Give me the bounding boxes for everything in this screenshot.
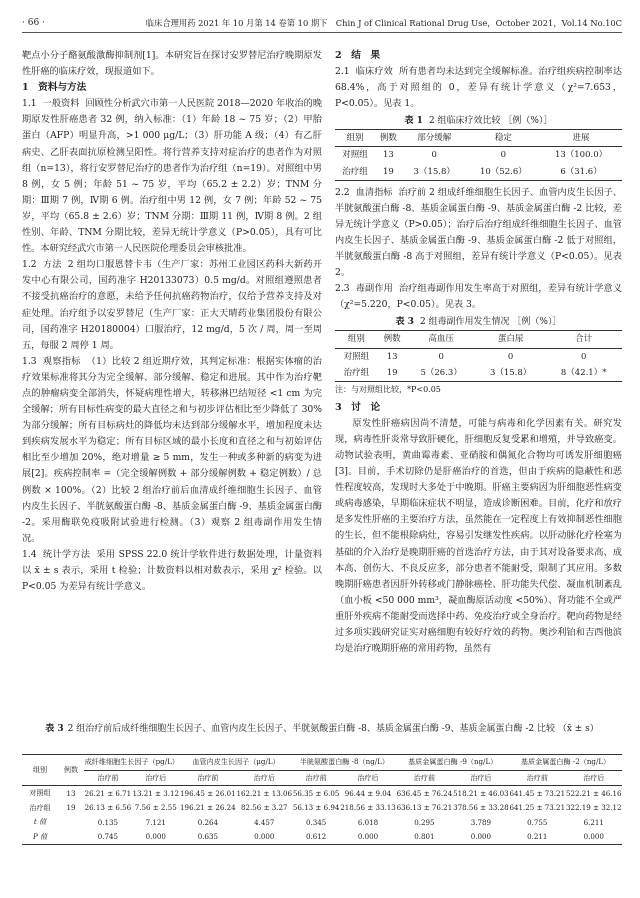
table-header-cell: 高血压 [406, 331, 475, 348]
table-cell: 6（31.6） [540, 164, 622, 181]
table-cell: 0.635 [180, 830, 236, 845]
subsection-label: 2.3 [335, 283, 350, 295]
table-header-cell: 基质金属蛋白酶 -2（ng/L） [509, 755, 622, 771]
discussion-paragraph: 原发性肝癌病因尚不清楚，可能与病毒和化学因素有关。研究发现，病毒性肝炎常导致肝硬化，肝细胞反复受累和增殖，并导致癌变。动物试验表明，黄曲霉毒素、亚硝胺和偶氮化合物均可诱发肝细胞癌[3]。目前，手术切除仍是肝癌治疗的首选，但由于疾病的隐蔽性和恶性程度较高，发现时大多处于中晚期。肝癌主要病因为肝细胞恶性病变或病毒感染，早期临床症状不明显，造成诊断困难。目前，化疗和放疗是多发性肝癌的主要治疗方法，虽然能在一定程度上有效抑制恶性细胞的生长，但不能根除病灶，容易引发继发性疾病。以肝动脉化疗栓塞为基础的介入治疗是晚期肝癌的首选治疗方法，由于其对设备要求高、成本高、创伤大、不良反应多，部分患者不能耐受，限制了其应用。多数晚期肝癌患者因肝外转移或门静脉癌栓、肝功能失代偿、凝血机制紊乱（血小板 <50 000 mm³，凝血酶原活动度 <50%）、肾功能不全或严重肝外疾病不能耐受而选择中药、免疫治疗或全身治疗。靶向药物是经过多项实践研究证实对癌细胞有较好疗效的药物。奥沙利铂和吉西他滨均是治疗晚期肝癌的常用药物，虽然有 [335, 417, 622, 655]
table-cell: 治疗前 [180, 770, 236, 786]
table-cell: 0 [507, 351, 514, 362]
table-cell: 322.19 ± 32.12 [565, 803, 622, 813]
subsection-text: 治疗前 2 组成纤维细胞生长因子、血管内皮生长因子、半胱氨酸蛋白酶 -8、基质金属蛋白酶 -9、基质金属蛋白酶 -2 比较，差异无统计学意义（P>0.05）；治疗后治疗组成纤维细胞生长因子、血管内皮生长因子、基质金属蛋白酶 -9、基质金属蛋白酶 -2 低于对照组，半胱氨酸蛋白酶 -8 高于对照组，差异有统计学意义（P<0.05）。见表 2。 [335, 186, 622, 279]
table-cell: 0 [500, 150, 507, 161]
table-cell: 196.21 ± 26.24 [180, 803, 236, 813]
table-cell: 治疗前 [509, 770, 565, 786]
right-column [335, 48, 622, 657]
table-cell: 0.801 [396, 830, 452, 845]
table-cell: 0 [431, 150, 437, 161]
table-row [22, 815, 622, 830]
table-cell: 治疗后 [132, 770, 180, 786]
intro-paragraph: 靶点小分子酪氨酸激酶抑制剂[1]。本研究旨在探讨安罗替尼治疗晚期原发性肝癌的临床疗效，现报道如下。 [22, 50, 322, 78]
table-cell: 对照组 [342, 150, 368, 161]
table-cell: 6.018 [357, 817, 379, 827]
table-cell: 13.21 ± 3.12 [132, 788, 179, 798]
subsection-label: 临床疗效 [355, 66, 393, 78]
table-header-cell: 半胱氨酸蛋白酶 -8（ng/L） [293, 755, 397, 771]
table-cell: 治疗后 [340, 770, 396, 786]
subsection-label: 1.3 [22, 355, 37, 367]
subsection-label: 1.1 [22, 98, 37, 110]
subsection-text: 采用 SPSS 22.0 统计学软件进行数据处理，计量资料以 x̄ ± s 表示，采用 t 检验；计数资料以相对数表示，采用 χ² 检验。以 P<0.05 为差异有统计学意义。 [22, 548, 323, 593]
table-header-cell: 成纤维细胞生长因子（pg/L） [84, 755, 180, 771]
table-row [335, 348, 622, 365]
table-cell: 636.45 ± 76.24 [396, 788, 453, 798]
subsection-label: 观察指标 [42, 355, 81, 367]
table-cell: 8（42.1）* [545, 365, 622, 382]
table-cell: 5（26.3） [406, 365, 475, 382]
table-cell: 641.45 ± 73.21 [509, 788, 566, 798]
subsection-label: 2.2 [335, 186, 350, 198]
subsection-text: 回顾性分析武穴市第一人民医院 2018—2020 年收治的晚期原发性肝癌患者 32 例，纳入标准：（1）年龄 18 ~ 75 岁；（2）甲胎蛋白（AFP）明显升高，>1 000 μg/L；（3）肝功能 A 级；（4）有乙肝病史、乙肝表面抗原检测呈阳性。将行营养支持对症治疗的患者作为对照组（n=13），将行安罗替尼治疗的患者作为治疗组（n=19）。对照组中男 8 例，女 5 例；年龄 51 ~ 75 岁，平均（65.2 ± 2.2）岁；TNM 分期：Ⅲ期 7 例，Ⅳ期 6 例。治疗组中男 12 例，女 7 例；年龄 52 ~ 75 岁，平均（65.8 ± 2.6）岁；TNM 分期：Ⅲ期 11 例，Ⅳ期 8 例。2 组性别、年龄、TNM 分期比较，差异无统计学意义（P>0.05），具有可比性。本研究经武穴市第一人民医院伦理委员会审核批准。 [22, 98, 323, 255]
table-cell: 0.295 [414, 817, 435, 827]
table-cell: 13 [66, 788, 76, 798]
table-cell: P 值 [22, 830, 58, 845]
table-cell: 13 [383, 150, 394, 161]
table-cell: 治疗后 [453, 770, 509, 786]
subsection-text: 2 组均口服恩替卡韦（生产厂家：苏州工业园区药科大新药开发中心有限公司，国药准字 H20133073）0.5 mg/d。对照组遵照患者不接受抗癌治疗的意愿，未给予任何抗癌药物治疗，仅给予营养支持及对症处理。治疗组予以安罗替尼（生产厂家：正大天晴药业集团股份有限公司，国药准字 H20180004）口服治疗，12 mg/d，5 次 / 周，周一至周五，每服 2 周停 1 周。 [22, 259, 323, 351]
table-cell [58, 830, 84, 845]
subsection-text: （1）比较 2 组近期疗效，其判定标准：根据实体瘤的治疗效果标准将其分为完全缓解、部分缓解、稳定和进展。其中作为治疗靶点的肿瘤病变全部消失，怀疑病理性增大，转移淋巴结短径 <1 cm 为完全缓解；所有目标性病变的最大直径之和与初步评估相比至少降低了 30% 为部分缓解；所有目标病灶的降低均未达到部分缓解水平，增加程度未达到疾病发展水平为稳定；所有目标区域的最小长度和直径之和与初始评估相比至少增加 20%，绝对增量 ≥ 5 mm，发生一种或多种新的病变为进展[2]。疾病控制率 =（完全缓解例数 + 部分缓解例数 + 稳定例数）/ 总例数 × 100%。（2）比较 2 组治疗前后血清成纤维细胞生长因子、血管内皮生长因子、半胱氨酸蛋白酶 -8、基质金属蛋白酶 -9、基质金属蛋白酶 -2。采用酶联免疫吸附试验进行检测。（3）观察 2 组毒副作用发生情况。 [22, 355, 322, 544]
table-cell: 378.56 ± 33.28 [453, 803, 509, 813]
table2-caption: 表 3 2 组治疗前后成纤维细胞生长因子、血管内皮生长因子、半胱氨酸蛋白酶 -8、基质金属蛋白酶 -9、基质金属蛋白酶 -2 比较 （x̄ ± s） [45, 724, 599, 734]
table-header-cell: 组别 [335, 331, 378, 348]
table-header-cell: 血管内皮生长因子（μg/L） [180, 755, 293, 771]
table-header-cell: 组别 [335, 130, 375, 147]
table-cell: 218.56 ± 33.13 [340, 803, 396, 813]
table-cell: 518.21 ± 46.03 [453, 788, 509, 798]
page-number: · 66 · [22, 18, 45, 28]
table-cell: 26.21 ± 6.71 [84, 788, 132, 798]
table1 [335, 129, 622, 180]
table-cell: 治疗前 [84, 770, 132, 786]
table-cell: 3（15.8） [476, 365, 545, 382]
table-header-cell: 部分缓解 [402, 130, 467, 147]
table-cell: 0.745 [84, 830, 132, 845]
table-cell: 162.21 ± 13.06 [236, 788, 293, 798]
table-header-cell: 组别 [22, 755, 58, 786]
table-cell [58, 815, 84, 830]
table-cell: 0.000 [566, 830, 622, 845]
table-row [22, 801, 622, 816]
table-cell: 19 [378, 365, 407, 382]
subsection-text: 治疗组毒副作用发生率高于对照组，差异有统计学意义（χ²=5.220，P<0.05）。见表 3。 [335, 283, 623, 311]
table-cell: 0.000 [236, 830, 292, 845]
subsection-label: 2.1 [335, 66, 350, 78]
table-cell: 56.13 ± 6.94 [292, 803, 340, 813]
table-cell: 56.35 ± 6.05 [292, 788, 340, 798]
table-serum-indicators [22, 754, 622, 845]
subsection-1-2 [22, 257, 322, 354]
table-cell: 3（15.8） [402, 164, 467, 181]
table-cell: 26.13 ± 6.56 [84, 803, 132, 813]
table-cell: 4.457 [254, 817, 275, 827]
table-cell: 治疗后 [236, 770, 292, 786]
subsection-2-2 [335, 185, 622, 282]
subsection-1-3 [22, 354, 322, 547]
table-cell: 636.13 ± 76.21 [396, 803, 453, 813]
section-heading-discussion: 3 讨 论 [335, 401, 381, 413]
table-header-cell: 稳定 [467, 130, 540, 147]
section-heading-results: 2 结 果 [335, 50, 381, 61]
table-cell: 治疗组 [335, 164, 375, 181]
table-cell: 96.44 ± 9.04 [344, 788, 392, 798]
table-adverse-events [335, 330, 622, 381]
table-cell: 0.000 [453, 830, 509, 845]
table-cell: 0.264 [197, 817, 218, 827]
subsection-2-1 [335, 64, 622, 112]
table-cell: 治疗组 [335, 365, 378, 382]
table-cell: 641.25 ± 73.21 [509, 803, 566, 813]
table-cell: 196.45 ± 26.01 [180, 788, 236, 798]
running-header [22, 16, 622, 33]
table-cell: 3.789 [470, 817, 492, 827]
table-cell: 0.211 [509, 830, 565, 845]
table-cell: 0.000 [340, 830, 396, 845]
table-cell: 19 [66, 803, 76, 813]
subsection-label: 1.4 [22, 548, 37, 560]
table-header-cell: 合计 [545, 331, 622, 348]
subsection-1-4 [22, 547, 322, 595]
table-note: 注：与对照组比较，*P<0.05 [335, 384, 441, 394]
table-header-cell: 蛋白尿 [476, 331, 545, 348]
table-cell: 13（100.0） [554, 150, 608, 161]
table-cell: 19 [375, 164, 402, 181]
table-cell: 对照组 [343, 351, 370, 362]
table-cell: 对照组 [29, 788, 51, 798]
table-cell: 82.56 ± 3.27 [241, 803, 288, 813]
table-cell: 13 [386, 351, 398, 362]
table-cell: 0 [438, 351, 444, 362]
table-row [22, 786, 622, 801]
section-heading-methods: 1 资料与方法 [22, 82, 87, 94]
subsection-label: 方法 [42, 259, 62, 271]
subsection-label: 一般资料 [42, 98, 80, 110]
table-cell: 0.612 [293, 830, 340, 845]
table-cell: 0.135 [97, 817, 119, 827]
table-header-cell: 进展 [540, 130, 622, 147]
table-cell: 0.000 [132, 830, 180, 845]
table-row [335, 147, 622, 164]
table-cell: 0 [580, 351, 587, 362]
table-header-cell: 例数 [378, 331, 407, 348]
subsection-label: 血清指标 [355, 186, 393, 198]
subsection-label: 统计学方法 [42, 548, 91, 560]
table-cell: 0.755 [527, 817, 548, 827]
table-cell: 7.56 ± 2.55 [134, 803, 177, 813]
subsection-1-1 [22, 96, 322, 257]
subsection-label: 1.2 [22, 259, 37, 271]
table-cell: 522.21 ± 46.16 [565, 788, 622, 798]
table-cell: t 值 [33, 817, 47, 827]
subsection-2-3 [335, 281, 622, 313]
subsection-text: 所有患者均未达到完全缓解标准。治疗组疾病控制率达 68.4%，高于对照组的 0，差异有统计学意义（χ²=7.653，P<0.05）。见表 1。 [335, 66, 623, 110]
table-cell: 6.211 [583, 817, 604, 827]
table-cell: 治疗组 [29, 802, 51, 812]
table-cell: 10（52.6） [467, 164, 540, 181]
table-row [22, 830, 622, 845]
journal-citation: 临床合理用药 2021 年 10 月第 14 卷第 10 期下 Chin J of Clinical Rational Drug Use，October 2021，Vol.14 No.10C [145, 18, 622, 28]
table-cell: 治疗后 [566, 770, 622, 786]
table-cell: 治疗前 [396, 770, 452, 786]
table-row [335, 365, 622, 382]
left-column [22, 48, 322, 595]
table3-small-caption: 表 3 2 组毒副作用发生情况 ［例（%）］ [395, 317, 562, 328]
subsection-label: 毒副作用 [355, 283, 393, 295]
table-header-cell: 例数 [58, 755, 84, 786]
table-header-cell: 基质金属蛋白酶 -9（ng/L） [396, 755, 509, 771]
table-cell: 0.345 [305, 817, 327, 827]
table-cell: 7.121 [145, 817, 166, 827]
table1-caption: 表 1 2 组临床疗效比较 ［例（%）］ [404, 116, 553, 127]
table-header-cell: 例数 [375, 130, 402, 147]
table-cell: 治疗前 [293, 770, 340, 786]
table-row [335, 164, 622, 181]
